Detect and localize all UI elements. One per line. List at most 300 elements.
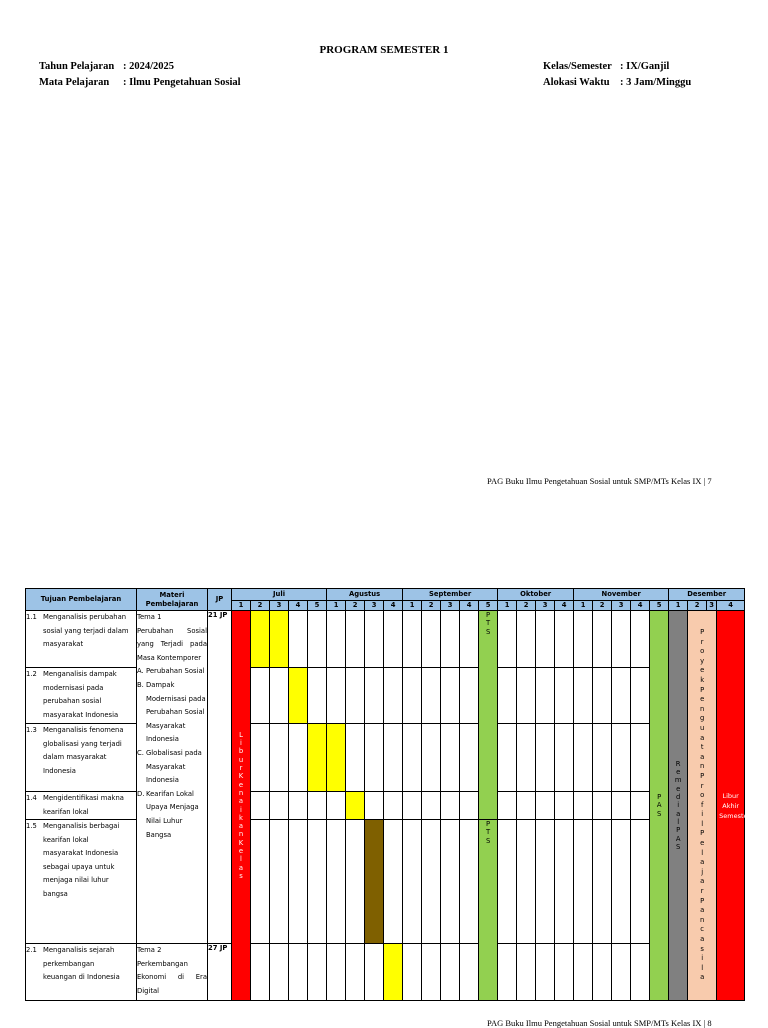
month-desember: Desember xyxy=(669,589,745,601)
label-letter: n xyxy=(700,762,705,771)
label-letter: e xyxy=(700,839,705,848)
libur-akhir-semester-label: Libur Akhir Semester xyxy=(719,791,751,820)
label-letter: T xyxy=(486,828,491,837)
week: 1 xyxy=(403,601,422,611)
week: 2 xyxy=(593,601,612,611)
week: 3 xyxy=(707,601,717,611)
empty-cell xyxy=(327,944,346,1001)
pts-label xyxy=(479,820,497,845)
pts-cell xyxy=(479,611,498,820)
label-letter: a xyxy=(700,935,705,944)
week: 5 xyxy=(650,601,669,611)
pas-label xyxy=(650,793,668,818)
empty-cell xyxy=(308,820,327,944)
week: 1 xyxy=(232,601,251,611)
activity-cell xyxy=(251,611,270,668)
label-letter: e xyxy=(700,695,705,704)
empty-cell xyxy=(346,668,365,724)
empty-cell xyxy=(327,820,346,944)
empty-cell xyxy=(346,820,365,944)
label-letter: P xyxy=(700,896,705,905)
empty-cell xyxy=(441,724,460,792)
empty-cell xyxy=(384,820,403,944)
empty-cell xyxy=(593,944,612,1001)
empty-cell xyxy=(251,668,270,724)
empty-cell xyxy=(251,944,270,1001)
label-letter: a xyxy=(238,797,244,806)
tujuan-number: 1.1 xyxy=(26,613,37,621)
empty-cell xyxy=(517,724,536,792)
empty-cell xyxy=(403,792,422,820)
label-letter: l xyxy=(701,963,704,972)
week: 1 xyxy=(327,601,346,611)
label-letter: P xyxy=(486,820,491,828)
label-letter: S xyxy=(675,842,681,851)
empty-cell xyxy=(403,668,422,724)
tujuan-number: 2.1 xyxy=(26,946,37,954)
empty-cell xyxy=(346,611,365,668)
label-letter: d xyxy=(675,793,681,802)
empty-cell xyxy=(498,944,517,1001)
label-letter: j xyxy=(701,867,704,876)
label-letter: u xyxy=(238,755,244,764)
empty-cell xyxy=(403,944,422,1001)
materi-item-text: Kearifan Lokal Upaya Menjaga Nilai Luhur Bangsa xyxy=(146,789,199,839)
label-letter: P xyxy=(700,829,705,838)
libur-kenaikan-kelas-cell xyxy=(232,611,251,1001)
empty-cell xyxy=(441,792,460,820)
label-letter: u xyxy=(700,723,705,732)
empty-cell xyxy=(384,724,403,792)
empty-cell xyxy=(612,792,631,820)
week: 3 xyxy=(441,601,460,611)
alokasi-waktu xyxy=(543,77,691,88)
page-footer-7: PAG Buku Ilmu Pengetahuan Sosial untuk SMP/MTs Kelas IX | 7 xyxy=(487,476,712,486)
label-letter: K xyxy=(238,772,244,781)
libur-akhir-semester-cell xyxy=(717,611,751,1001)
label-letter: n xyxy=(238,788,244,797)
empty-cell xyxy=(555,792,574,820)
page-footer-8: PAG Buku Ilmu Pengetahuan Sosial untuk SMP/MTs Kelas IX | 8 xyxy=(487,1018,712,1028)
label-letter: P xyxy=(700,628,705,637)
empty-cell xyxy=(289,820,308,944)
empty-cell xyxy=(460,792,479,820)
label-letter: g xyxy=(699,714,705,723)
pts-cell xyxy=(479,820,498,1001)
empty-cell xyxy=(441,820,460,944)
empty-cell xyxy=(517,668,536,724)
empty-cell xyxy=(631,668,650,724)
empty-cell xyxy=(270,820,289,944)
label-letter: y xyxy=(700,656,705,665)
label-letter: m xyxy=(674,776,682,785)
materi-tema: Tema 2 xyxy=(137,946,162,954)
empty-cell xyxy=(365,668,384,724)
empty-cell xyxy=(631,724,650,792)
empty-cell xyxy=(289,792,308,820)
col-materi: Materi Pembelajaran xyxy=(137,589,208,611)
col-jp: JP xyxy=(208,589,232,611)
mapel-label: Mata Pelajaran xyxy=(39,77,110,88)
alokasi-label: Alokasi Waktu xyxy=(543,77,610,88)
pts-label xyxy=(479,611,497,636)
empty-cell xyxy=(270,792,289,820)
label-letter: i xyxy=(240,739,242,748)
program-semester-table xyxy=(25,588,751,1001)
empty-cell xyxy=(384,668,403,724)
label-letter: a xyxy=(676,809,681,818)
tujuan-text: Menganalisis fenomena globalisasi yang terjadi dalam masyarakat Indonesia xyxy=(43,726,124,775)
empty-cell xyxy=(384,611,403,668)
month-september: September xyxy=(403,589,498,601)
label-letter: P xyxy=(700,685,705,694)
empty-cell xyxy=(612,724,631,792)
empty-cell xyxy=(365,944,384,1001)
materi-judul: Perubahan Sosial yang Terjadi pada Masa Kontemporer xyxy=(137,626,207,662)
empty-cell xyxy=(498,724,517,792)
empty-cell xyxy=(422,820,441,944)
tujuan-number: 1.5 xyxy=(26,822,37,830)
label-letter: a xyxy=(700,752,705,761)
tujuan-text: Menganalisis berbagai kearifan lokal masyarakat Indonesia sebagai upaya untuk menjaga nilai luhur bangsa xyxy=(43,822,120,898)
empty-cell xyxy=(251,724,270,792)
tahun-pelajaran xyxy=(39,61,174,72)
kelas-semester xyxy=(543,61,669,72)
activity-cell xyxy=(270,611,289,668)
week: 5 xyxy=(308,601,327,611)
activity-cell xyxy=(308,724,327,792)
month-agustus: Agustus xyxy=(327,589,403,601)
label-letter: n xyxy=(700,704,705,713)
label-letter: e xyxy=(676,784,681,793)
week: 4 xyxy=(289,601,308,611)
empty-cell xyxy=(422,944,441,1001)
empty-cell xyxy=(270,944,289,1001)
label-letter: c xyxy=(700,925,705,934)
activity-cell xyxy=(346,792,365,820)
week: 2 xyxy=(517,601,536,611)
materi-item-label: B. xyxy=(137,680,144,689)
empty-cell xyxy=(308,792,327,820)
week: 3 xyxy=(365,601,384,611)
empty-cell xyxy=(422,724,441,792)
empty-cell xyxy=(460,668,479,724)
alokasi-value: : 3 Jam/Minggu xyxy=(620,77,692,88)
label-letter: n xyxy=(238,830,244,839)
empty-cell xyxy=(460,944,479,1001)
activity-cell xyxy=(289,668,308,724)
empty-cell xyxy=(403,724,422,792)
empty-cell xyxy=(498,820,517,944)
label-letter: e xyxy=(238,780,244,789)
empty-cell xyxy=(555,611,574,668)
empty-cell xyxy=(251,820,270,944)
week: 4 xyxy=(717,601,745,611)
empty-cell xyxy=(422,792,441,820)
empty-cell xyxy=(517,792,536,820)
empty-cell xyxy=(517,944,536,1001)
page-title: PROGRAM SEMESTER 1 xyxy=(319,44,449,56)
materi-item xyxy=(137,665,207,679)
label-letter: a xyxy=(700,973,705,982)
empty-cell xyxy=(384,792,403,820)
empty-cell xyxy=(327,668,346,724)
empty-cell xyxy=(327,792,346,820)
empty-cell xyxy=(270,668,289,724)
label-letter: S xyxy=(485,836,491,845)
libur-kenaikan-kelas-label xyxy=(232,731,250,880)
tujuan-number: 1.2 xyxy=(26,670,37,678)
label-letter: r xyxy=(239,764,243,773)
empty-cell xyxy=(327,611,346,668)
label-letter: o xyxy=(700,647,705,656)
empty-cell xyxy=(574,611,593,668)
empty-cell xyxy=(593,611,612,668)
materi-item-text: Dampak Modernisasi pada Perubahan Sosial Masyarakat Indonesia xyxy=(146,680,206,744)
label-letter: P xyxy=(486,611,491,619)
week: 2 xyxy=(251,601,270,611)
empty-cell xyxy=(308,944,327,1001)
week: 4 xyxy=(555,601,574,611)
label-letter: a xyxy=(700,906,705,915)
tujuan-cell xyxy=(26,792,137,820)
mata-pelajaran xyxy=(39,77,241,88)
empty-cell xyxy=(346,724,365,792)
label-letter: n xyxy=(700,915,705,924)
week: 3 xyxy=(536,601,555,611)
week: 4 xyxy=(384,601,403,611)
empty-cell xyxy=(365,724,384,792)
tujuan-text: Menganalisis sejarah perkembangan keuangan di Indonesia xyxy=(43,946,120,981)
empty-cell xyxy=(555,724,574,792)
projek-p5-label xyxy=(688,628,716,983)
empty-cell xyxy=(498,668,517,724)
table-row xyxy=(26,611,745,668)
empty-cell xyxy=(593,724,612,792)
label-letter: s xyxy=(700,944,704,953)
tujuan-text: Menganalisis perubahan sosial yang terjadi dalam masyarakat xyxy=(43,613,129,648)
pas-cell xyxy=(650,611,669,1001)
label-letter: P xyxy=(700,771,705,780)
tujuan-cell xyxy=(26,724,137,792)
empty-cell xyxy=(460,724,479,792)
week: 4 xyxy=(631,601,650,611)
week: 3 xyxy=(270,601,289,611)
label-letter: L xyxy=(239,730,243,739)
materi-tema: Tema 1 xyxy=(137,613,162,621)
label-letter: r xyxy=(700,887,704,896)
label-letter: e xyxy=(676,768,681,777)
week: 3 xyxy=(612,601,631,611)
empty-cell xyxy=(441,668,460,724)
empty-cell xyxy=(593,792,612,820)
empty-cell xyxy=(574,668,593,724)
week: 2 xyxy=(688,601,707,611)
materi-tema-2 xyxy=(137,944,208,1001)
tahun-value: : 2024/2025 xyxy=(123,61,175,72)
month-juli: Juli xyxy=(232,589,327,601)
week: 1 xyxy=(669,601,688,611)
empty-cell xyxy=(536,668,555,724)
kelas-value: : IX/Ganjil xyxy=(620,61,670,72)
label-letter: t xyxy=(700,743,704,752)
label-letter: l xyxy=(677,817,680,826)
remedial-pas-label xyxy=(669,760,687,851)
label-letter: s xyxy=(239,871,243,880)
empty-cell xyxy=(498,792,517,820)
remedial-pas-cell xyxy=(669,611,688,1001)
empty-cell xyxy=(631,611,650,668)
empty-cell xyxy=(460,820,479,944)
empty-cell xyxy=(308,668,327,724)
empty-cell xyxy=(536,724,555,792)
empty-cell xyxy=(289,611,308,668)
empty-cell xyxy=(498,611,517,668)
materi-item-text: Perubahan Sosial xyxy=(146,667,205,676)
empty-cell xyxy=(251,792,270,820)
empty-cell xyxy=(555,820,574,944)
tujuan-cell xyxy=(26,820,137,944)
empty-cell xyxy=(536,792,555,820)
empty-cell xyxy=(441,611,460,668)
empty-cell xyxy=(460,611,479,668)
empty-cell xyxy=(308,611,327,668)
label-letter: a xyxy=(238,822,244,831)
label-letter: k xyxy=(700,675,705,684)
table-row xyxy=(26,944,745,1001)
label-letter: P xyxy=(657,793,662,802)
empty-cell xyxy=(403,611,422,668)
empty-cell xyxy=(536,611,555,668)
empty-cell xyxy=(517,611,536,668)
label-letter: K xyxy=(238,838,244,847)
label-letter: A xyxy=(656,801,662,810)
materi-tema-1 xyxy=(137,611,208,944)
tahun-label: Tahun Pelajaran xyxy=(39,61,115,72)
empty-cell xyxy=(631,820,650,944)
tujuan-cell xyxy=(26,668,137,724)
label-letter: R xyxy=(675,759,681,768)
empty-cell xyxy=(517,820,536,944)
kelas-label: Kelas/Semester xyxy=(543,61,612,72)
label-letter: l xyxy=(701,848,704,857)
month-november: November xyxy=(574,589,669,601)
week: 1 xyxy=(574,601,593,611)
label-letter: a xyxy=(700,877,705,886)
empty-cell xyxy=(612,668,631,724)
empty-cell xyxy=(422,668,441,724)
label-letter: l xyxy=(701,819,704,828)
jp-value: 27 JP xyxy=(208,944,232,1001)
month-oktober: Oktober xyxy=(498,589,574,601)
empty-cell xyxy=(593,820,612,944)
empty-cell xyxy=(555,944,574,1001)
label-letter: T xyxy=(486,619,491,628)
empty-cell xyxy=(593,668,612,724)
week: 2 xyxy=(422,601,441,611)
empty-cell xyxy=(441,944,460,1001)
materi-item-label: C. xyxy=(137,748,144,757)
activity-cell xyxy=(327,724,346,792)
empty-cell xyxy=(346,944,365,1001)
empty-cell xyxy=(289,944,308,1001)
col-tujuan: Tujuan Pembelajaran xyxy=(26,589,137,611)
label-letter: A xyxy=(675,834,681,843)
label-letter: P xyxy=(676,826,681,835)
materi-item xyxy=(137,788,207,842)
label-letter: r xyxy=(700,637,704,646)
jp-value: 21 JP xyxy=(208,611,232,944)
table-row xyxy=(26,792,745,820)
empty-cell xyxy=(403,820,422,944)
label-letter: S xyxy=(656,809,662,818)
label-letter: i xyxy=(701,954,704,963)
mapel-value: : Ilmu Pengetahuan Sosial xyxy=(123,77,241,88)
week: 2 xyxy=(346,601,365,611)
tujuan-cell xyxy=(26,611,137,668)
week: 4 xyxy=(460,601,479,611)
tujuan-number: 1.3 xyxy=(26,726,37,734)
empty-cell xyxy=(574,944,593,1001)
week: 5 xyxy=(479,601,498,611)
empty-cell xyxy=(631,792,650,820)
materi-item xyxy=(137,747,207,788)
empty-cell xyxy=(555,668,574,724)
tujuan-text: Mengidentifikasi makna kearifan lokal xyxy=(43,794,124,816)
table-row xyxy=(26,820,745,944)
materi-item-label: A. xyxy=(137,667,144,676)
materi-item-label: D. xyxy=(137,789,145,798)
label-letter: i xyxy=(701,810,704,819)
week: 1 xyxy=(498,601,517,611)
label-letter: a xyxy=(238,863,244,872)
table-row xyxy=(26,724,745,792)
tujuan-number: 1.4 xyxy=(26,794,37,802)
label-letter: a xyxy=(700,733,705,742)
projek-p5-cell xyxy=(688,611,717,1001)
activity-cell xyxy=(384,944,403,1001)
empty-cell xyxy=(574,792,593,820)
empty-cell xyxy=(631,944,650,1001)
materi-judul: Perkembangan Ekonomi di Era Digital xyxy=(137,959,207,995)
label-letter: e xyxy=(238,846,244,855)
label-letter: f xyxy=(700,800,704,809)
materi-item xyxy=(137,679,207,747)
label-letter: k xyxy=(239,813,243,822)
table-row xyxy=(26,668,745,724)
label-letter: r xyxy=(700,781,704,790)
empty-cell xyxy=(365,611,384,668)
label-letter: o xyxy=(700,791,705,800)
tujuan-text: Menganalisis dampak modernisasi pada perubahan sosial masyarakat Indonesia xyxy=(43,670,119,719)
label-letter: e xyxy=(700,666,705,675)
label-letter: a xyxy=(700,858,705,867)
empty-cell xyxy=(289,724,308,792)
empty-cell xyxy=(270,724,289,792)
empty-cell xyxy=(574,820,593,944)
empty-cell xyxy=(574,724,593,792)
label-letter: i xyxy=(240,805,242,814)
empty-cell xyxy=(536,944,555,1001)
empty-cell xyxy=(536,820,555,944)
empty-cell xyxy=(612,820,631,944)
empty-cell xyxy=(612,944,631,1001)
empty-cell xyxy=(422,611,441,668)
activity-cell xyxy=(365,820,384,944)
empty-cell xyxy=(612,611,631,668)
empty-cell xyxy=(365,792,384,820)
materi-item-text: Globalisasi pada Masyarakat Indonesia xyxy=(146,748,202,785)
